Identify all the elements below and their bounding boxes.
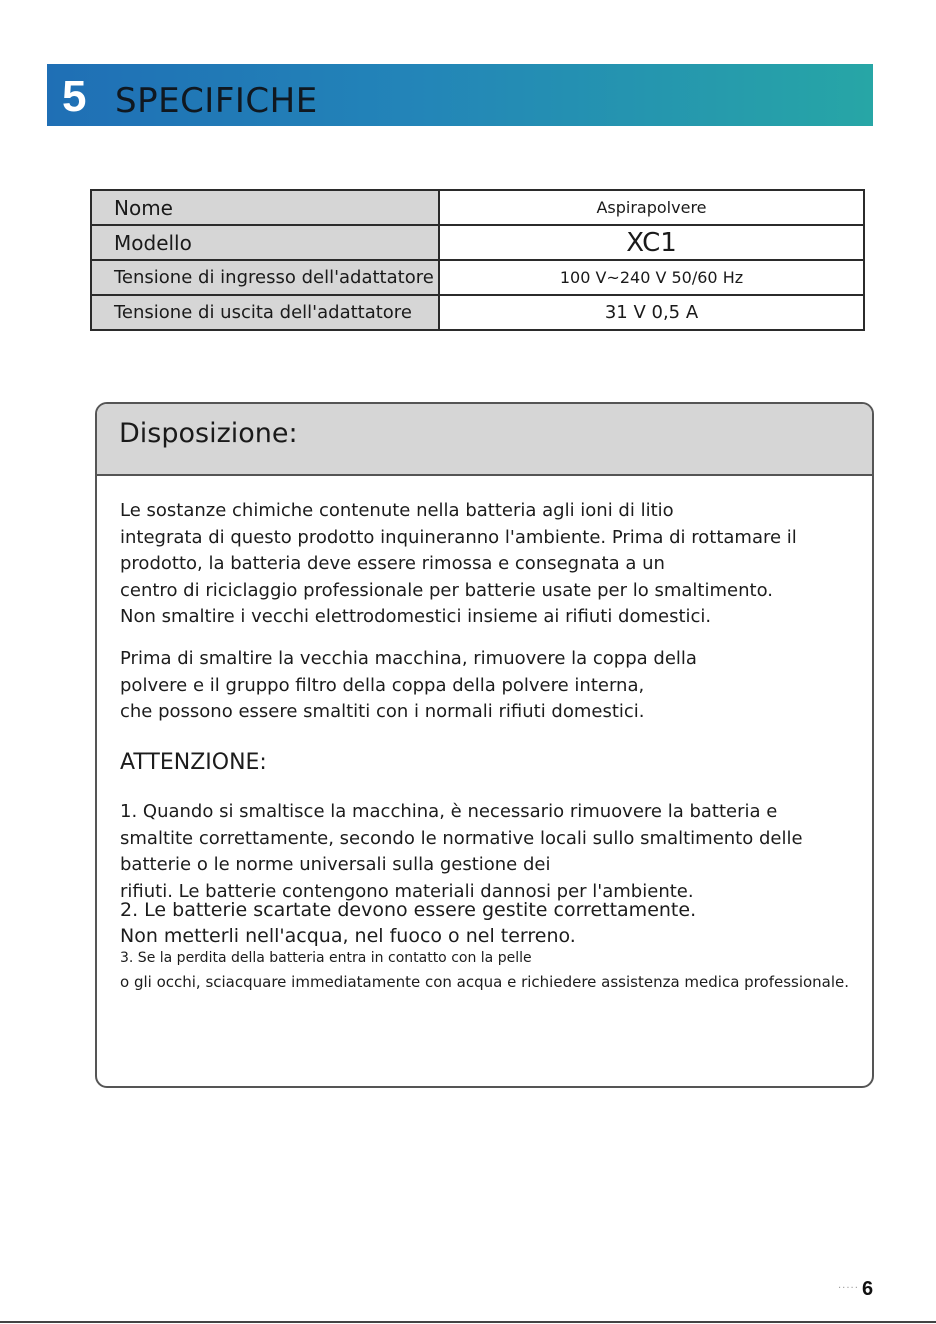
section-title: SPECIFICHE: [115, 81, 318, 121]
attention-item-2-detail: Non metterli nell'acqua, nel fuoco o nel terreno.: [120, 925, 576, 947]
text-line: centro di riciclaggio professionale per batterie usate per lo smaltimento.: [120, 579, 773, 601]
text-line: integrata di questo prodotto inquineranno l'ambiente. Prima di rottamare il: [120, 526, 797, 548]
spec-label: Tensione di ingresso dell'adattatore: [91, 260, 439, 295]
spec-value: Aspirapolvere: [439, 190, 864, 225]
spec-value: 31 V 0,5 A: [439, 295, 864, 330]
attention-title: ATTENZIONE:: [120, 750, 267, 775]
disposal-paragraph-1: [120, 498, 797, 631]
table-row: [91, 260, 864, 295]
text-line: Prima di smaltire la vecchia macchina, rimuovere la coppa della: [120, 648, 697, 669]
disposal-box: [95, 402, 874, 1088]
spec-value: 100 V~240 V 50/60 Hz: [439, 260, 864, 295]
text-line: che possono essere smaltiti con i normali rifiuti domestici.: [120, 701, 645, 722]
spec-value: XC1: [439, 225, 864, 260]
text-line: prodotto, la batteria deve essere rimossa e consegnata a un: [120, 553, 665, 574]
attention-item-1: [120, 799, 803, 905]
text-line: rifiuti. Le batterie contengono materiali dannosi per l'ambiente.: [120, 880, 694, 902]
spec-label: Nome: [91, 190, 439, 225]
spec-label: Modello: [91, 225, 439, 260]
disposal-title: Disposizione:: [119, 418, 298, 449]
page-number: 6: [862, 1278, 874, 1300]
page-number-dots: ·····: [838, 1283, 859, 1294]
disposal-paragraph-2: [120, 646, 697, 726]
table-row: [91, 295, 864, 330]
bottom-divider: [0, 1321, 936, 1323]
spec-label: Tensione di uscita dell'adattatore: [91, 295, 439, 330]
attention-item-3-detail: o gli occhi, sciacquare immediatamente con acqua e richiedere assistenza medica professionale.: [120, 973, 850, 991]
text-line: 1. Quando si smaltisce la macchina, è necessario rimuovere la batteria e: [120, 801, 778, 822]
table-row: [91, 225, 864, 260]
text-line: Non smaltire i vecchi elettrodomestici insieme ai rifiuti domestici.: [120, 606, 712, 627]
table-row: [91, 190, 864, 225]
text-line: polvere e il gruppo filtro della coppa della polvere interna,: [120, 674, 645, 696]
spec-table: [90, 189, 865, 331]
text-line: smaltite correttamente, secondo le normative locali sullo smaltimento delle: [120, 827, 803, 849]
attention-item-2: 2. Le batterie scartate devono essere gestite correttamente.: [120, 899, 697, 921]
attention-item-3: 3. Se la perdita della batteria entra in contatto con la pelle: [120, 950, 532, 966]
text-line: batterie o le norme universali sulla gestione dei: [120, 854, 551, 875]
text-line: Le sostanze chimiche contenute nella batteria agli ioni di litio: [120, 500, 674, 521]
section-number: 5: [62, 72, 87, 121]
